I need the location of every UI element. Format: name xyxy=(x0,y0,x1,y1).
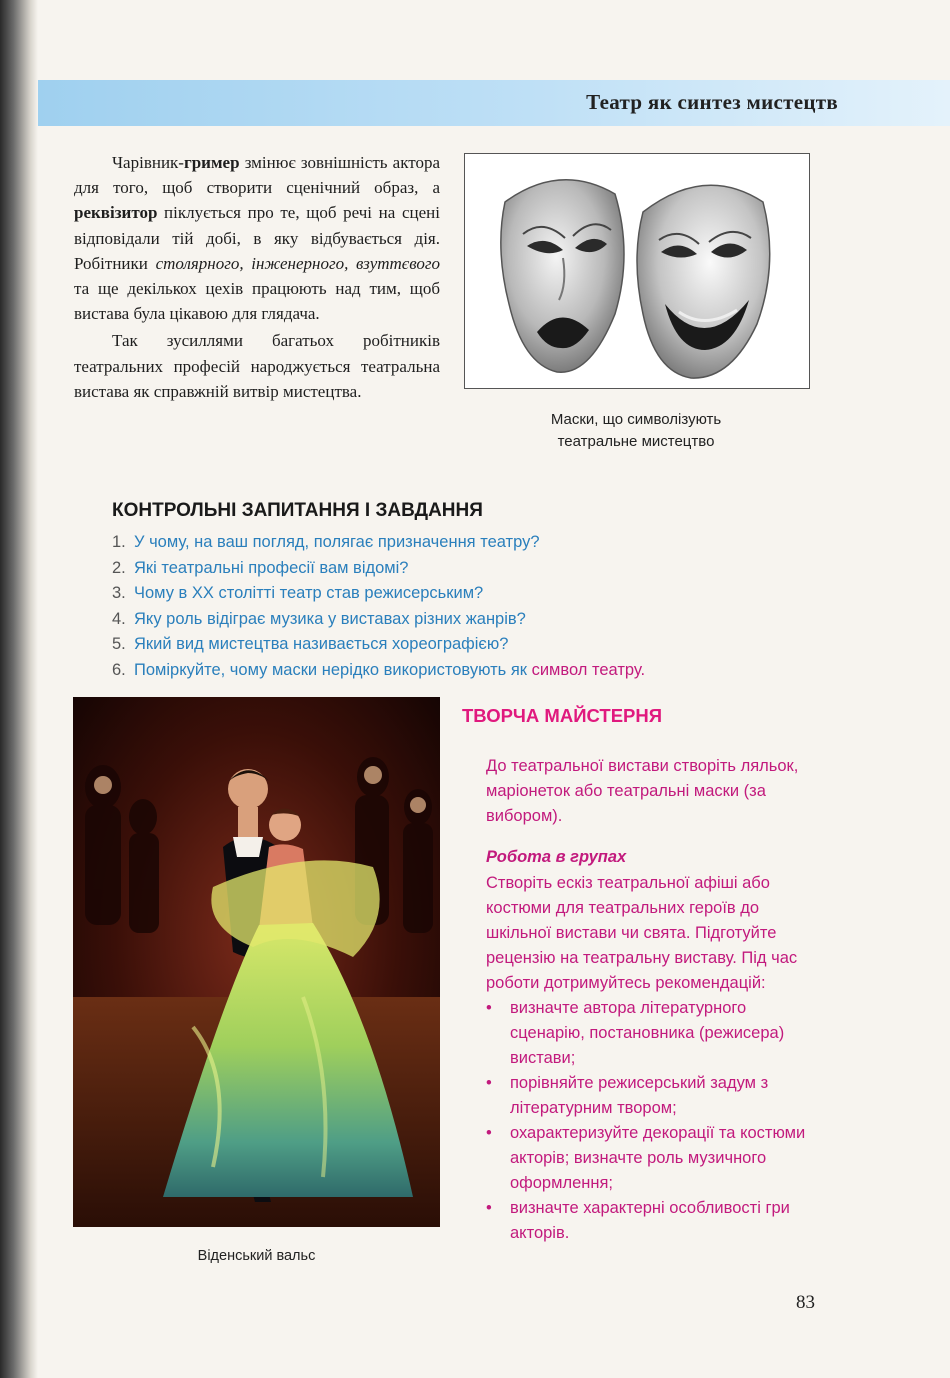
list-item xyxy=(486,996,816,1071)
text-span: змінює зовнішність актора для того, щоб створити сценічний образ, а xyxy=(74,153,440,198)
question-text: Поміркуйте, чому маски нерідко використовують як xyxy=(134,660,532,679)
intro-text xyxy=(74,150,440,404)
masks-caption xyxy=(464,409,808,453)
page-header-title: Театр як синтез мистецтв xyxy=(586,90,838,114)
question-text: Який вид мистецтва називається хореографією? xyxy=(134,635,509,653)
waltz-photo xyxy=(73,697,440,1227)
list-item xyxy=(486,1071,816,1121)
questions-list xyxy=(112,530,645,683)
list-item-text: визначте характерні особливості гри акторів. xyxy=(510,1199,790,1242)
question-text: Чому в XX столітті театр став режисерським? xyxy=(134,584,484,602)
theatre-masks-icon xyxy=(465,154,809,388)
question-highlight: символ театру. xyxy=(531,660,646,679)
group-work-text: Створіть ескіз театральної афіші або костюми для театральних героїв до шкільної вистави чи свята. Підготуйте рецензію на театральну виставу. Під час роботи дотримуйтесь рекомендацій: xyxy=(486,874,798,992)
waltz-dancers-icon xyxy=(73,697,440,1227)
page-number: 83 xyxy=(796,1292,815,1313)
photo-caption: Віденський вальс xyxy=(197,1248,316,1264)
text-span: піклується про те, щоб речі на сцені відповідали тій добі, в яку відбувається дія. Робітники xyxy=(74,203,440,273)
intro-paragraph-2: Так зусиллями багатьох робітників театральних професій народжується театральна вистава як справжній витвір мистецтва. xyxy=(74,331,440,401)
question-text: Які театральні професії вам відомі? xyxy=(134,558,409,577)
tragedy-mask xyxy=(501,180,624,372)
bullet-icon: • xyxy=(486,1124,492,1142)
question-item xyxy=(112,632,645,658)
question-number: 5. xyxy=(112,635,126,653)
question-number: 2. xyxy=(112,558,126,577)
question-item xyxy=(112,658,645,684)
question-item xyxy=(112,607,645,633)
question-item xyxy=(112,581,645,607)
question-item xyxy=(112,556,645,582)
question-item xyxy=(112,530,645,556)
list-item-text: порівняйте режисерський задум з літературним твором; xyxy=(510,1074,769,1117)
comedy-mask xyxy=(637,185,770,378)
question-number: 3. xyxy=(112,584,126,602)
question-number: 4. xyxy=(112,609,126,628)
workshop-body xyxy=(486,754,816,1246)
question-text: У чому, на ваш погляд, полягає призначення театру? xyxy=(134,533,540,551)
intro-paragraph-1 xyxy=(74,150,440,326)
bullet-icon: • xyxy=(486,999,492,1017)
term-props-master: реквізитор xyxy=(74,203,158,223)
question-text: Яку роль відіграє музика у виставах різних жанрів? xyxy=(134,609,526,628)
list-item xyxy=(486,1196,816,1246)
text-span: Чарівник- xyxy=(112,153,184,172)
workshop-heading: ТВОРЧА МАЙСТЕРНЯ xyxy=(462,705,663,726)
questions-heading: КОНТРОЛЬНІ ЗАПИТАННЯ І ЗАВДАННЯ xyxy=(112,500,483,521)
list-item-text: визначте автора літературного сценарію, постановника (режисера) вистави; xyxy=(510,999,785,1067)
question-number: 6. xyxy=(112,660,126,679)
term-makeup-artist: гример xyxy=(183,153,240,172)
list-item xyxy=(486,1121,816,1196)
group-work-title: Робота в групах xyxy=(486,848,627,866)
caption-line: театральне мистецтво xyxy=(557,433,715,450)
question-number: 1. xyxy=(112,533,126,551)
bullet-icon: • xyxy=(486,1074,492,1092)
masks-image xyxy=(464,153,810,389)
book-binding-shadow xyxy=(0,0,38,1378)
recommendations-list xyxy=(486,996,816,1246)
bullet-icon: • xyxy=(486,1199,492,1217)
text-span: та ще декількох цехів працюють над тим, щоб вистава була цікавою для глядача. xyxy=(74,279,440,324)
workshop-task: До театральної вистави створіть ляльок, маріонеток або театральні маски (за вибором). xyxy=(486,757,799,825)
workshop-types: столярного, інженерного, взуттєвого xyxy=(155,253,440,273)
list-item-text: охарактеризуйте декорації та костюми акторів; визначте роль музичного оформлення; xyxy=(510,1124,806,1192)
caption-line: Маски, що символізують xyxy=(550,411,722,428)
